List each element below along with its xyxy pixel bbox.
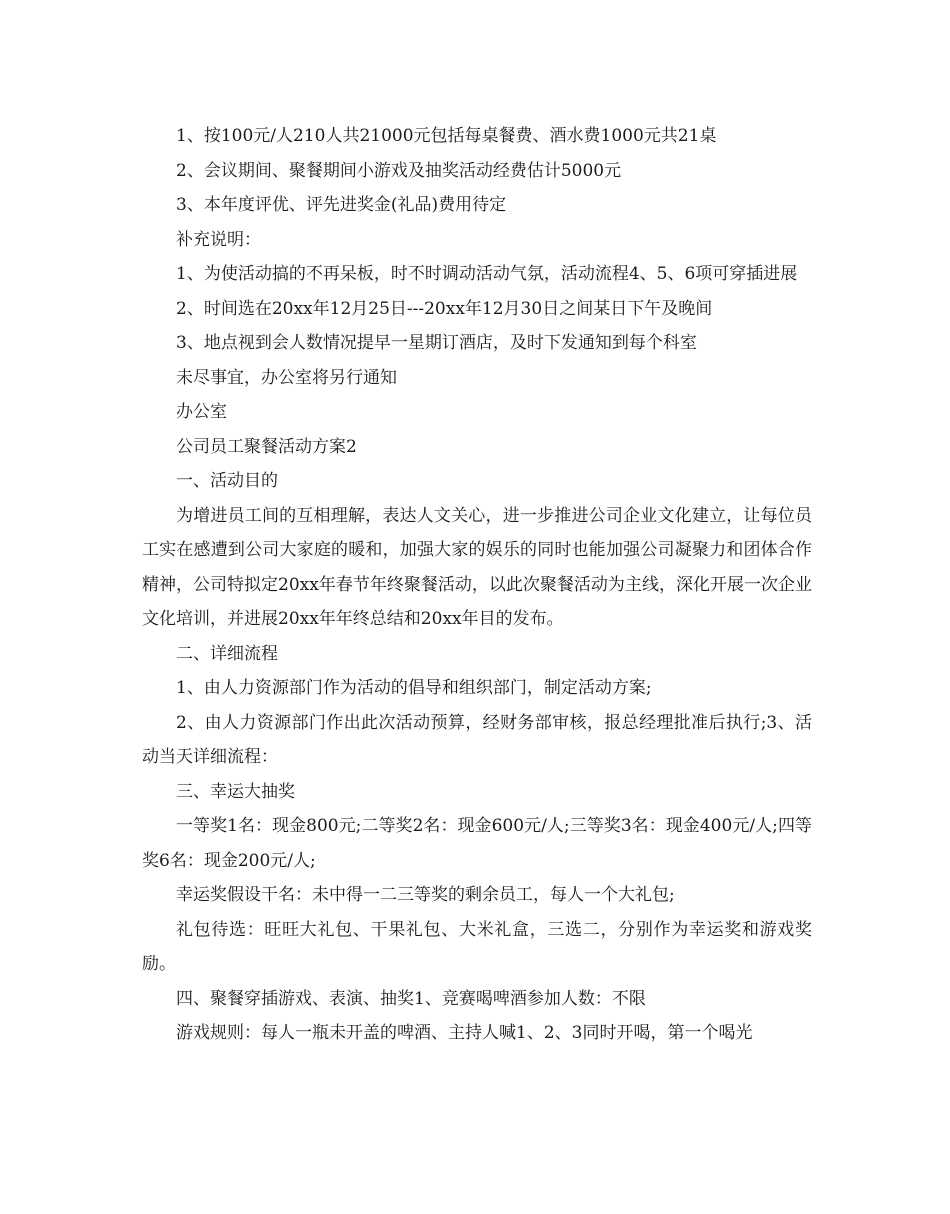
supplement-item-1: 1、为使活动搞的不再呆板，时不时调动活动气氛，活动流程4、5、6项可穿插进展 <box>176 264 798 284</box>
budget-item-3: 3、本年度评优、评先进奖金(礼品)费用待定 <box>176 195 507 215</box>
section-heading-process: 二、详细流程 <box>176 643 278 664</box>
section-heading-purpose: 一、活动目的 <box>176 471 278 491</box>
process-item-1: 1、由人力资源部门作为活动的倡导和组织部门，制定活动方案; <box>176 678 652 698</box>
plan-2-title: 公司员工聚餐活动方案2 <box>176 436 357 457</box>
prize-list: 一等奖1名：现金800元;二等奖2名：现金600元/人;三等奖3名：现金400元/人;四等奖6名：现金200元/人; <box>142 816 812 871</box>
closing-note: 未尽事宜，办公室将另行通知 <box>176 367 397 388</box>
gift-options: 礼包待选：旺旺大礼包、干果礼包、大米礼盒，三选二，分别作为幸运奖和游戏奖励。 <box>142 919 812 974</box>
supplement-item-2: 2、时间选在20xx年12月25日---20xx年12月30日之间某日下午及晚间 <box>176 298 713 319</box>
process-item-2: 2、由人力资源部门作出此次活动预算，经财务部审核，报总经理批准后执行;3、活动当天详细流程： <box>142 712 812 767</box>
signature-office: 办公室 <box>176 402 227 422</box>
section-heading-lottery: 三、幸运大抽奖 <box>176 781 295 802</box>
purpose-paragraph: 为增进员工间的互相理解，表达人文关心，进一步推进公司企业文化建立，让每位员工实在感遭到公司大家庭的暖和，加强大家的娱乐的同时也能加强公司凝聚力和团体合作精神，公司特拟定20xx年春节年终聚餐活动，以此次聚餐活动为主线，深化开展一次企业文化培训，并进展20xx年年终总结和20xx年目的发布。 <box>142 505 812 629</box>
lucky-prize: 幸运奖假设干名：未中得一二三等奖的剩余员工，每人一个大礼包; <box>176 885 675 905</box>
game-rules: 游戏规则：每人一瓶未开盖的啤酒、主持人喊1、2、3同时开喝，第一个喝光 <box>176 1023 753 1043</box>
supplement-item-3: 3、地点视到会人数情况提早一星期订酒店，及时下发通知到每个科室 <box>176 333 697 353</box>
budget-item-1: 1、按100元/人210人共21000元包括每桌餐费、酒水费1000元共21桌 <box>176 126 717 146</box>
budget-item-2: 2、会议期间、聚餐期间小游戏及抽奖活动经费估计5000元 <box>176 160 622 181</box>
document-body <box>142 119 812 1051</box>
section-heading-games: 四、聚餐穿插游戏、表演、抽奖1、竞赛喝啤酒参加人数：不限 <box>176 988 646 1009</box>
supplement-heading: 补充说明： <box>176 229 261 250</box>
